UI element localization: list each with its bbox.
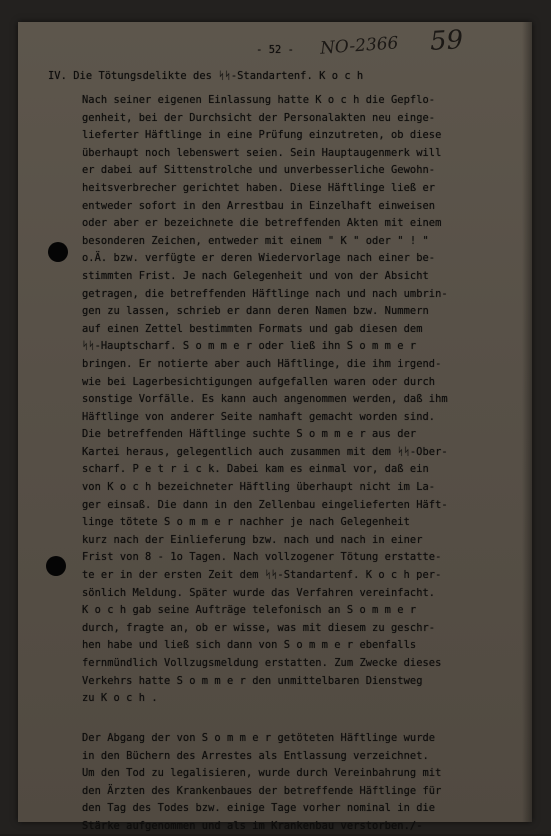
text-line: stimmten Frist. Je nach Gelegenheit und von der Absicht	[82, 269, 429, 282]
text-line: kurz nach der Einlieferung bzw. nach und nach in einer	[82, 533, 423, 546]
text-line: Die betreffenden Häftlinge suchte S o m m e r aus der	[82, 428, 417, 441]
text-line: fernmündlich Vollzugsmeldung erstatten. Zum Zwecke dieses	[82, 657, 442, 669]
text-line: scharf. P e t r i c k. Dabei kam es einmal vor, daß ein	[82, 463, 429, 476]
punch-hole-bottom	[46, 556, 66, 576]
text-line: sönlich Meldung. Später wurde das Verfahren vereinfacht.	[82, 586, 436, 599]
text-line: sonstige Vorfälle. Es kann auch angenommen werden, daß ihm	[82, 393, 448, 406]
text-line: überhaupt noch lebenswert seien. Sein Hauptaugenmerk will	[82, 146, 442, 159]
text-line: auf einen Zettel bestimmten Formats und gab diesen dem	[82, 322, 423, 335]
punch-hole-top	[48, 242, 68, 262]
text-line: Der Abgang der von S o m m e r getöteten Häftlinge wurde	[82, 732, 436, 744]
text-line: gen zu lassen, schrieb er dann deren Namen bzw. Nummern	[82, 305, 429, 318]
text-line: den Ärzten des Krankenbaues der betreffende Häftlinge für	[82, 784, 442, 797]
text-line: ᛋᛋ-Hauptscharf. S o m m e r oder ließ ihn S o m m e r	[82, 340, 417, 353]
text-line: o.Ä. bzw. verfügte er deren Wiedervorlage nach einer be-	[82, 252, 436, 265]
page-number: - 52 -	[256, 44, 294, 56]
text-line: Nach seiner eigenen Einlassung hatte K o c h die Gepflo-	[82, 94, 436, 106]
text-line: besonderen Zeichen, entweder mit einem " K " oder " ! "	[82, 234, 429, 247]
text-line: wie bei Lagerbesichtigungen aufgefallen waren oder durch	[82, 375, 436, 388]
text-line: Frist von 8 - 1o Tagen. Nach vollzogener Tötung erstatte-	[82, 551, 442, 564]
text-line: te er in der ersten Zeit dem ᛋᛋ-Standartenf. K o c h per-	[82, 569, 442, 582]
text-line: oder aber er bezeichnete die betreffenden Akten mit einem	[82, 217, 442, 230]
text-line: zu K o c h .	[82, 692, 158, 705]
paragraph-tötungsdelikte	[82, 92, 448, 708]
text-line: entweder sofort in den Arrestbau in Einzelhaft einweisen	[82, 199, 436, 212]
text-line: lieferter Häftlinge in eine Prüfung einzutreten, ob diese	[82, 129, 442, 142]
text-line: Verkehrs hatte S o m m e r den unmittelbaren Dienstweg	[82, 674, 423, 687]
text-line: genheit, bei der Durchsicht der Personalakten neu einge-	[82, 111, 436, 124]
text-line: Um den Tod zu legalisieren, wurde durch Vereinbahrung mit	[82, 767, 442, 780]
page-edge-shadow	[522, 22, 532, 822]
text-line: Kartei heraus, gelegentlich auch zusammen mit dem ᛋᛋ-Ober-	[82, 445, 448, 458]
text-line: ger einsaß. Die dann in den Zellenbau eingelieferten Häft-	[82, 498, 448, 511]
text-line: getragen, die betreffenden Häftlinge nach und nach umbrin-	[82, 287, 448, 300]
text-line: Stärke aufgenommen und als im Krankenbau verstorben./-	[82, 819, 423, 832]
text-line: K o c h gab seine Aufträge telefonisch an S o m m e r	[82, 604, 417, 617]
text-line: in den Büchern des Arrestes als Entlassung verzeichnet.	[82, 749, 429, 762]
text-line: er dabei auf Sittenstrolche und unverbesserliche Gewohn-	[82, 164, 436, 177]
text-line: von K o c h bezeichneter Häftling überhaupt nicht im La-	[82, 481, 436, 494]
text-line: heitsverbrecher gerichtet haben. Diese Häftlinge ließ er	[82, 181, 436, 194]
handwritten-archive-number: NO-2366	[319, 33, 400, 59]
document-page	[18, 22, 532, 832]
section-heading: IV. Die Tötungsdelikte des ᛋᛋ-Standartenf. K o c h	[48, 70, 364, 82]
text-line: hen habe und ließ sich dann von S o m m e r ebenfalls	[82, 639, 417, 652]
text-line: bringen. Er notierte aber auch Häftlinge, die ihm irgend-	[82, 357, 442, 370]
handwritten-folio-number: 59	[429, 25, 464, 57]
text-line: linge tötete S o m m e r nachher je nach Gelegenheit	[82, 516, 410, 529]
text-line: durch, fragte an, ob er wisse, was mit diesem zu geschr-	[82, 621, 436, 634]
paragraph-abgang	[82, 730, 441, 836]
text-line: Häftlinge von anderer Seite namhaft gemacht worden sind.	[82, 410, 436, 423]
text-line: den Tag des Todes bzw. einige Tage vorher nominal in die	[82, 802, 436, 815]
